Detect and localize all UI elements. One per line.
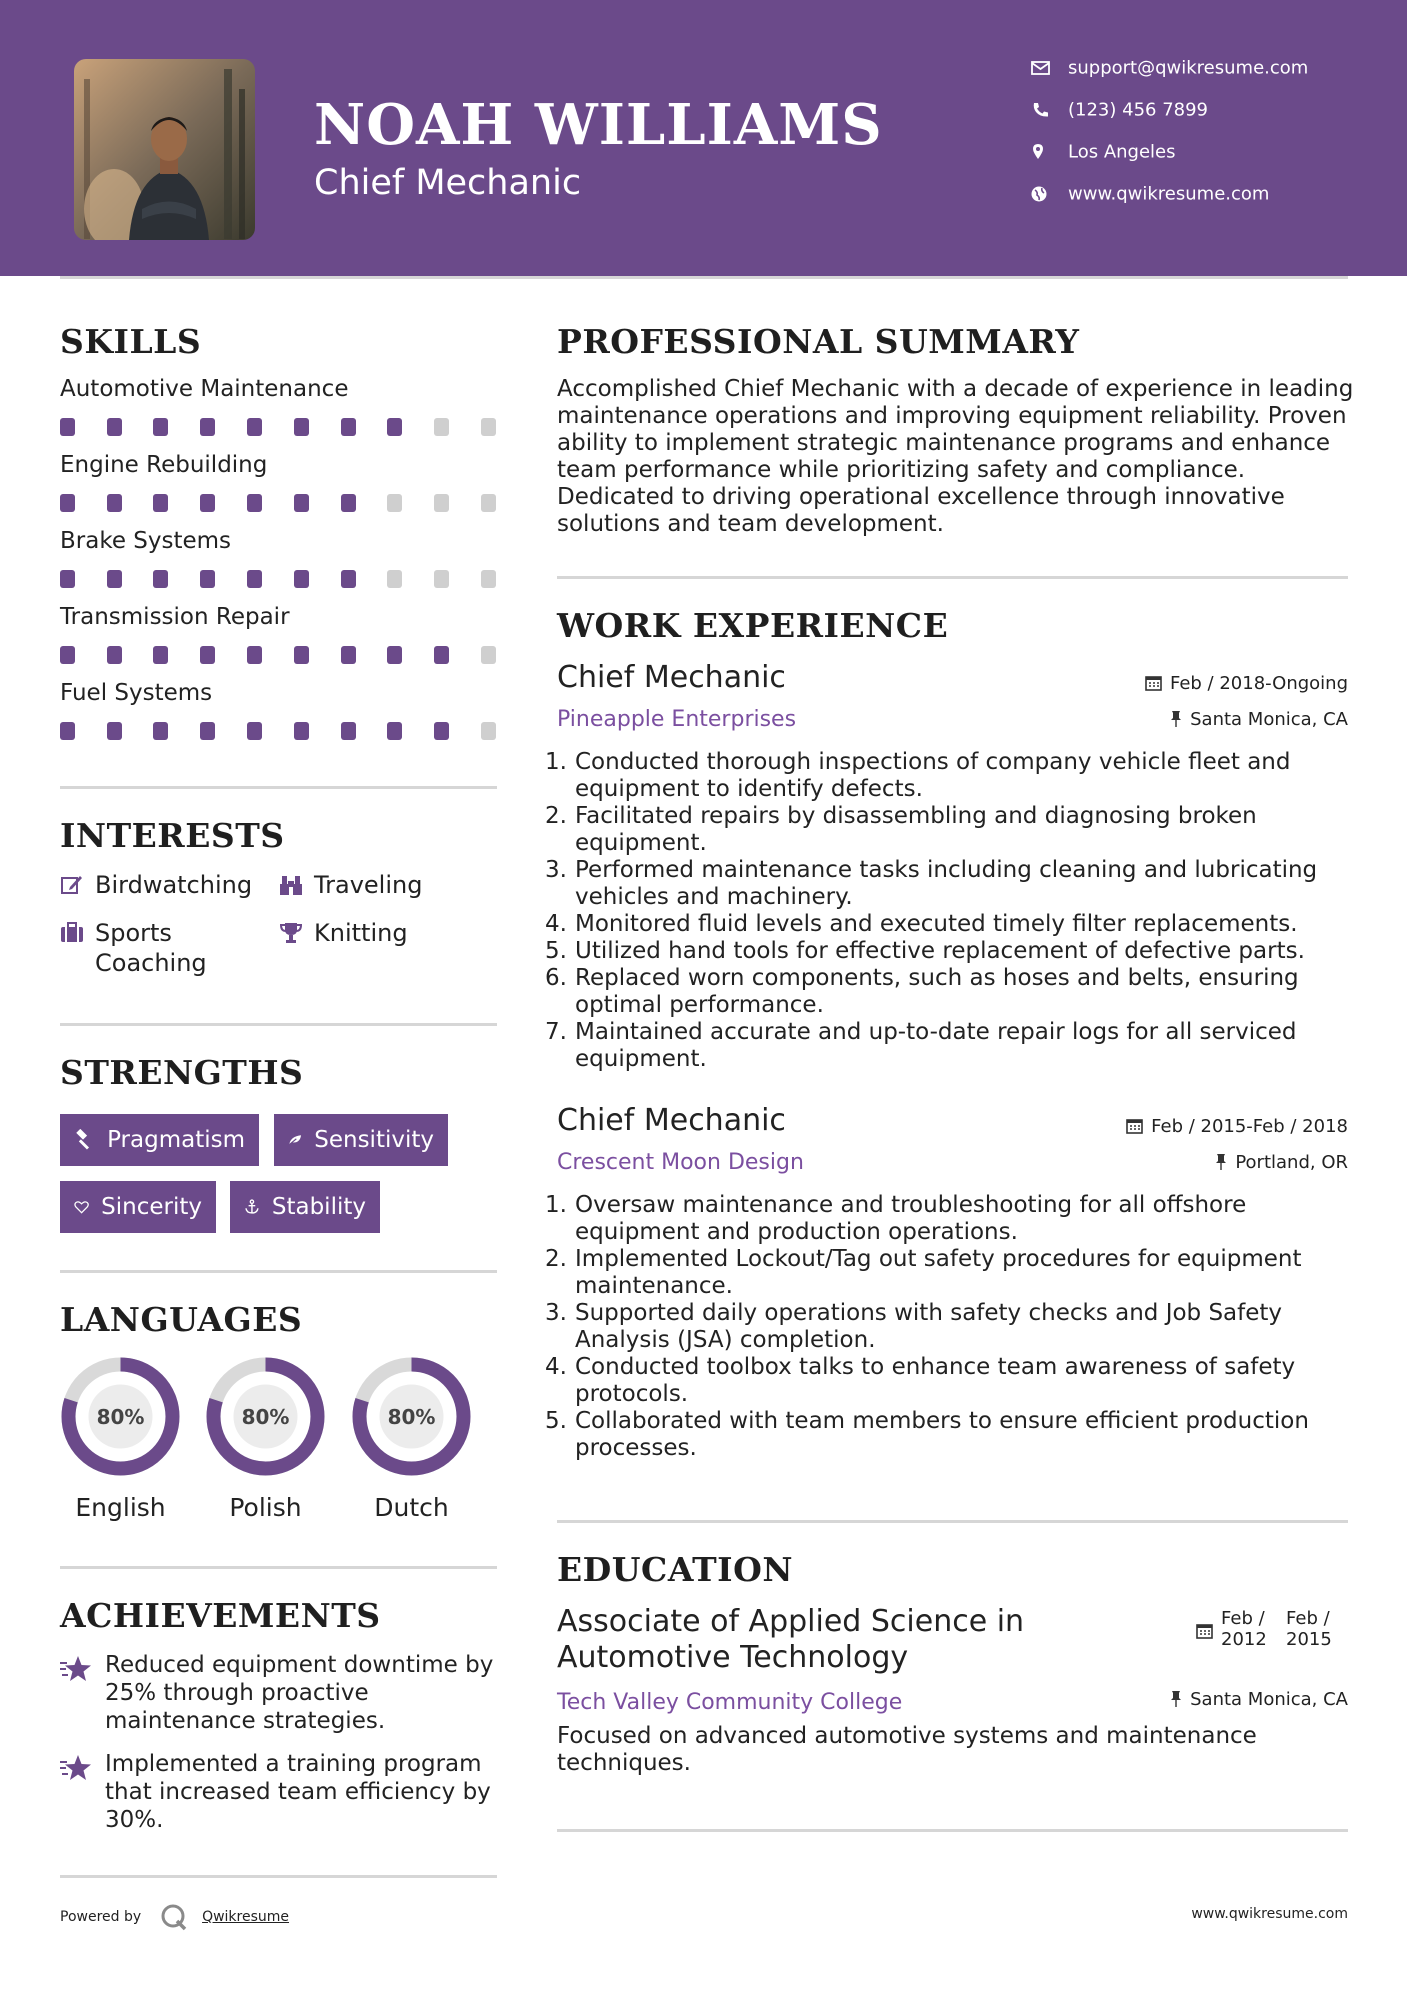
globe-icon [1030,185,1052,203]
bullet-number: 5. [545,1408,567,1434]
rating-dot-filled [341,418,356,436]
footer-powered-by [60,1903,289,1931]
rating-dot-filled [200,646,215,664]
strength-badge-sensitivity [274,1114,448,1166]
trophy-icon [279,921,303,945]
rating-dot-filled [60,646,75,664]
rating-dot-filled [434,722,449,740]
job-dates [1145,673,1348,694]
bullet-number: 5. [545,938,567,964]
rating-dot-filled [60,570,75,588]
contact-email-text: support@qwikresume.com [1068,57,1309,79]
languages-heading: LANGUAGES [60,1300,303,1339]
bullet-number: 4. [545,911,567,937]
rating-dot-filled [387,646,402,664]
contact-website[interactable] [1030,183,1269,205]
rating-dot-filled [200,418,215,436]
achievements-divider [60,1875,497,1878]
anchor-icon [244,1195,260,1219]
rating-dot-filled [294,494,309,512]
education-location [1170,1689,1348,1710]
achievements-heading: ACHIEVEMENTS [60,1596,381,1635]
skills-divider [60,786,497,789]
strength-label: Sensitivity [314,1127,434,1153]
rating-dot-filled [200,494,215,512]
rating-dot-filled [107,646,122,664]
rating-dot-empty [434,494,449,512]
rating-dot-filled [153,570,168,588]
rating-dot-filled [107,722,122,740]
skill-label: Engine Rebuilding [60,452,268,478]
rating-dot-filled [153,646,168,664]
bullet-text: Conducted thorough inspections of company vehicle fleet and equipment to identify defects. [575,749,1291,802]
rating-dot-empty [481,418,496,436]
strength-label: Stability [271,1194,366,1220]
footer-website[interactable]: www.qwikresume.com [1191,1906,1348,1922]
job-bullet [545,1300,1347,1354]
skill-rating [60,646,500,664]
star-icon [60,1655,92,1683]
skill-rating [60,722,500,740]
rating-dot-filled [294,570,309,588]
bullet-text: Utilized hand tools for effective replacement of defective parts. [575,938,1305,964]
rating-dot-filled [341,722,356,740]
rating-dot-filled [107,494,122,512]
rating-dot-filled [60,722,75,740]
edit-icon [60,873,84,897]
bullet-number: 1. [545,749,567,775]
rating-dot-filled [294,722,309,740]
bullet-text: Collaborated with team members to ensure efficient production processes. [575,1408,1309,1461]
strengths-heading: STRENGTHS [60,1053,304,1092]
contact-email[interactable] [1030,57,1308,79]
interests-divider [60,1023,497,1026]
contact-location [1030,141,1176,163]
skill-label: Transmission Repair [60,604,290,630]
job-bullet [545,1408,1347,1462]
job-bullets [545,749,1347,1073]
rating-dot-filled [247,646,262,664]
job-bullet [545,749,1347,803]
job-bullet [545,803,1347,857]
profile-photo [74,59,255,240]
education-location-text: Santa Monica, CA [1190,1689,1348,1710]
bullet-number: 2. [545,803,567,829]
rating-dot-filled [60,418,75,436]
interest-label: Knitting [314,919,408,947]
edu-end-year: 2015 [1286,1629,1332,1650]
language-item [351,1356,472,1522]
edu-end-month: Feb / [1286,1608,1330,1629]
education-heading: EDUCATION [557,1550,794,1589]
language-percent: 80% [96,1405,145,1429]
rating-dot-filled [387,722,402,740]
language-progress-ring [351,1356,472,1477]
rating-dot-filled [434,646,449,664]
rating-dot-filled [60,494,75,512]
gavel-icon [74,1129,95,1151]
language-item [205,1356,326,1522]
rating-dot-filled [294,418,309,436]
bullet-text: Implemented Lockout/Tag out safety procedures for equipment maintenance. [575,1246,1302,1299]
candidate-name: NOAH WILLIAMS [314,92,883,158]
star-icon [60,1754,92,1782]
edu-start-month: Feb / [1221,1608,1265,1629]
rating-dot-empty [481,570,496,588]
language-label: Polish [229,1493,302,1522]
job-title: Chief Mechanic [557,660,786,695]
skill-rating [60,494,500,512]
job-bullets [545,1192,1347,1462]
rating-dot-filled [247,418,262,436]
bullet-number: 6. [545,965,567,991]
skill-label: Automotive Maintenance [60,376,349,402]
contact-phone-text: (123) 456 7899 [1068,99,1209,121]
rating-dot-empty [434,418,449,436]
leaf-icon [288,1130,302,1150]
contact-location-text: Los Angeles [1068,141,1176,163]
contact-website-text: www.qwikresume.com [1068,183,1270,205]
envelope-icon [1030,59,1052,77]
pushpin-icon [1170,1690,1182,1707]
languages-divider [60,1566,497,1569]
language-progress-ring [205,1356,326,1477]
job-location-text: Portland, OR [1235,1152,1348,1173]
interest-label: Birdwatching [95,871,253,899]
pushpin-icon [1215,1153,1227,1170]
binoculars-icon [279,873,303,897]
briefcase-icon [60,921,84,945]
rating-dot-filled [200,722,215,740]
calendar-icon [1196,1622,1213,1639]
education-divider [557,1829,1348,1832]
school-name: Tech Valley Community College [557,1690,903,1715]
rating-dot-filled [153,494,168,512]
job-bullet [545,1354,1347,1408]
rating-dot-filled [153,722,168,740]
header-divider [60,276,1348,279]
edu-start-year: 2012 [1221,1629,1267,1650]
rating-dot-filled [341,494,356,512]
rating-dot-empty [481,722,496,740]
rating-dot-filled [247,494,262,512]
candidate-title: Chief Mechanic [314,163,582,203]
job-title: Chief Mechanic [557,1103,786,1138]
calendar-icon [1145,674,1162,691]
brand-link[interactable]: Qwikresume [202,1909,290,1925]
rating-dot-filled [247,722,262,740]
language-label: English [75,1493,166,1522]
strength-badge-stability [230,1181,380,1233]
rating-dot-filled [153,418,168,436]
rating-dot-filled [107,418,122,436]
job-bullet [545,1019,1347,1073]
degree-title: Associate of Applied Science in Automotive Technology [557,1604,1025,1675]
rating-dot-empty [387,570,402,588]
bullet-number: 4. [545,1354,567,1380]
strength-label: Sincerity [101,1194,202,1220]
job-dates-text: Feb / 2018-Ongoing [1169,673,1348,694]
rating-dot-filled [200,570,215,588]
summary-heading: PROFESSIONAL SUMMARY [557,322,1080,361]
rating-dot-empty [481,646,496,664]
skill-rating [60,570,500,588]
bullet-text: Supported daily operations with safety checks and Job Safety Analysis (JSA) completion. [575,1300,1283,1353]
rating-dot-empty [387,494,402,512]
rating-dot-filled [294,646,309,664]
job-bullet [545,938,1347,965]
rating-dot-filled [387,418,402,436]
interest-label: Traveling [314,871,423,899]
job-bullet [545,911,1347,938]
strength-badge-sincerity [60,1181,216,1233]
experience-heading: WORK EXPERIENCE [557,606,949,645]
skill-rating [60,418,500,436]
job-bullet [545,965,1347,1019]
job-location-text: Santa Monica, CA [1190,709,1348,730]
job-dates [1126,1116,1348,1137]
achievement-text: Implemented a training program that increased team efficiency by 30%. [105,1751,491,1833]
language-item [60,1356,181,1522]
bullet-number: 3. [545,857,567,883]
strengths-divider [60,1270,497,1273]
bullet-text: Replaced worn components, such as hoses and belts, ensuring optimal performance. [575,965,1299,1018]
strength-label: Pragmatism [107,1127,245,1153]
achievement-text: Reduced equipment downtime by 25% through proactive maintenance strategies. [105,1652,494,1734]
contact-phone[interactable] [1030,99,1208,121]
interest-label: Sports Coaching [95,919,207,977]
header-banner [0,0,1407,276]
bullet-number: 2. [545,1246,567,1272]
strength-badge-pragmatism [60,1114,259,1166]
bullet-text: Performed maintenance tasks including cleaning and lubricating vehicles and machinery. [575,857,1318,910]
education-dates [1196,1608,1346,1652]
skill-label: Brake Systems [60,528,232,554]
job-bullet [545,857,1347,911]
map-pin-icon [1030,143,1052,161]
job-dates-text: Feb / 2015-Feb / 2018 [1151,1116,1348,1137]
company-name: Crescent Moon Design [557,1150,804,1175]
language-label: Dutch [374,1493,449,1522]
bullet-number: 3. [545,1300,567,1326]
job-location [1215,1152,1348,1173]
language-progress-ring [60,1356,181,1477]
rating-dot-empty [434,570,449,588]
pushpin-icon [1170,710,1182,727]
qwikresume-logo-icon [160,1903,188,1931]
powered-by-label: Powered by [60,1909,142,1925]
summary-text: Accomplished Chief Mechanic with a decade of experience in leading maintenance operations and improving equipment reliability. Proven ability to implement strategic maintenance programs and enhance team performance while prioritizing safety and compliance. Dedicated to driving operational excellence through innovative solutions and team development. [557,376,1354,537]
interests-heading: INTERESTS [60,816,285,855]
summary-divider [557,576,1348,579]
bullet-text: Monitored fluid levels and executed timely filter replacements. [575,911,1298,937]
heart-icon [74,1196,89,1218]
company-name: Pineapple Enterprises [557,707,797,732]
rating-dot-filled [247,570,262,588]
rating-dot-filled [107,570,122,588]
phone-icon [1030,101,1052,119]
education-description: Focused on advanced automotive systems and maintenance techniques. [557,1723,1257,1776]
language-percent: 80% [387,1405,436,1429]
job-bullet [545,1246,1347,1300]
job-bullet [545,1192,1347,1246]
job-location [1170,709,1348,730]
bullet-text: Facilitated repairs by disassembling and diagnosing broken equipment. [575,803,1257,856]
rating-dot-filled [341,570,356,588]
bullet-number: 7. [545,1019,567,1045]
bullet-text: Oversaw maintenance and troubleshooting for all offshore equipment and production operations. [575,1192,1247,1245]
skill-label: Fuel Systems [60,680,213,706]
rating-dot-empty [481,494,496,512]
bullet-number: 1. [545,1192,567,1218]
skills-heading: SKILLS [60,322,202,361]
bullet-text: Maintained accurate and up-to-date repair logs for all serviced equipment. [575,1019,1297,1072]
bullet-text: Conducted toolbox talks to enhance team awareness of safety protocols. [575,1354,1296,1407]
calendar-icon [1126,1117,1143,1134]
language-percent: 80% [241,1405,290,1429]
rating-dot-filled [341,646,356,664]
experience-divider [557,1520,1348,1523]
